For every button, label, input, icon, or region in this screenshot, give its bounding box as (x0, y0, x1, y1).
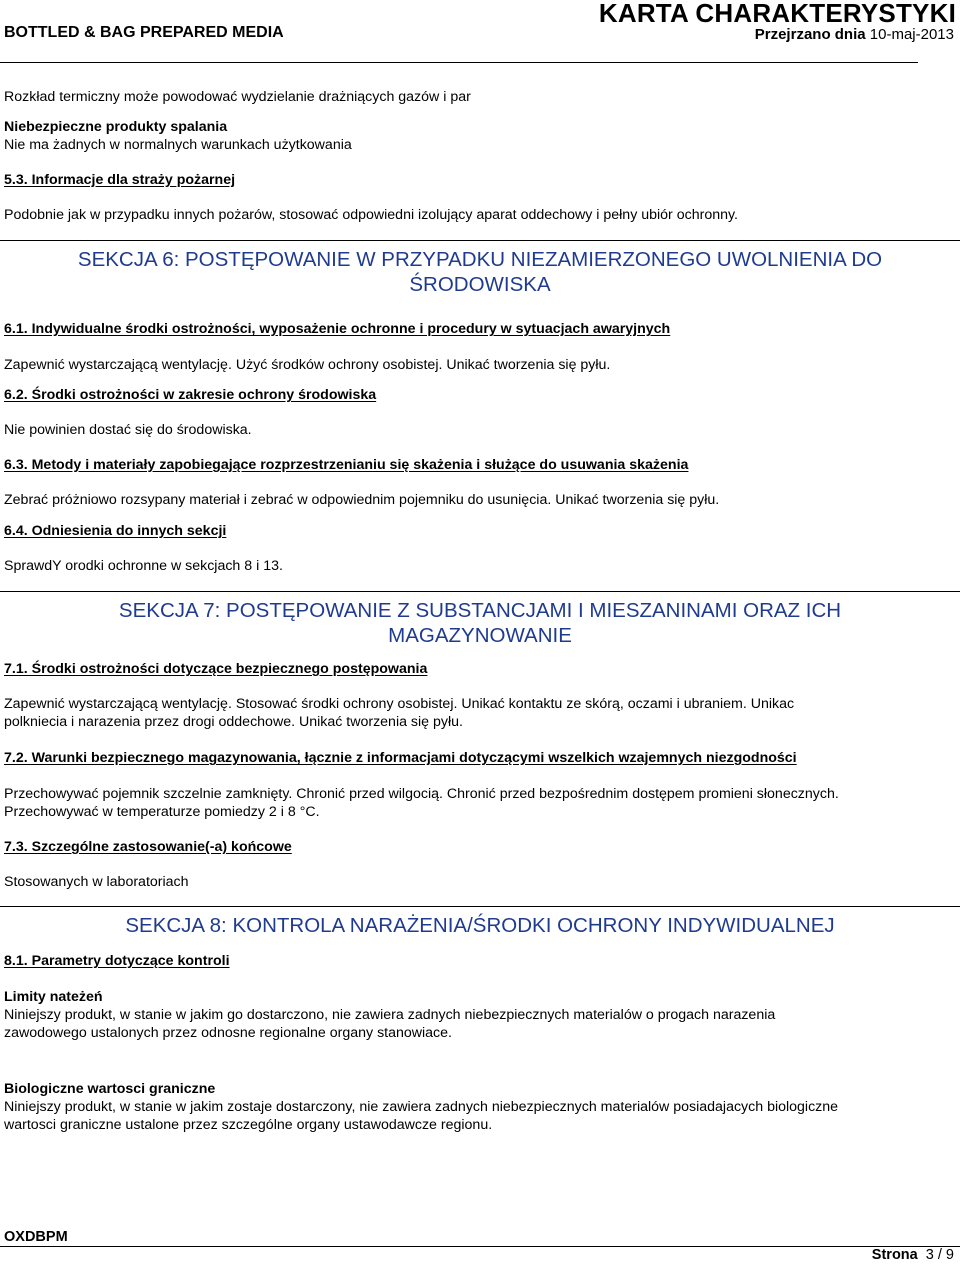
biological-limits-heading: Biologiczne wartosci graniczne (4, 1081, 216, 1097)
exposure-limits-heading: Limity nateżeń (4, 989, 103, 1005)
section-7-title-line1: SEKCJA 7: POSTĘPOWANIE Z SUBSTANCJAMI I MIESZANINAMI ORAZ ICH (118, 599, 842, 622)
page-number: 3 / 9 (925, 1247, 954, 1263)
section-6-4-heading: 6.4. Odniesienia do innych sekcji (4, 523, 227, 539)
exposure-limits-text-line2: zawodowego ustalonych przez odnosne regionalne organy stanowiace. (4, 1025, 452, 1041)
thermal-decomposition-text: Rozkład termiczny może powodować wydzielanie drażniących gazów i par (4, 89, 471, 105)
page-label: Strona (871, 1247, 918, 1263)
section-7-divider (0, 591, 960, 592)
biological-limits-text-line2: wartosci graniczne ustalone przez szczególne organy ustawodawcze regionu. (4, 1117, 493, 1133)
exposure-limits-text-line1: Niniejszy produkt, w stanie w jakim go dostarczono, nie zawiera zadnych niebezpiecznych materialów o progach narazenia (4, 1007, 776, 1023)
section-7-2-heading: 7.2. Warunki bezpiecznego magazynowania, łącznie z informacjami dotyczącymi wszelkich wzajemnych niezgodności (4, 750, 797, 766)
section-6-2-heading: 6.2. Środki ostrożności w zakresie ochrony środowiska (4, 387, 377, 403)
header-divider (0, 62, 918, 63)
section-8-title: SEKCJA 8: KONTROLA NARAŻENIA/ŚRODKI OCHRONY INDYWIDUALNEJ (125, 914, 835, 937)
section-6-title-line1: SEKCJA 6: POSTĘPOWANIE W PRZYPADKU NIEZAMIERZONEGO UWOLNIENIA DO (77, 248, 883, 271)
section-6-3-text: Zebrać próżniowo rozsypany materiał i zebrać w odpowiednim pojemniku do usunięcia. Unikać tworzenia się pyłu. (4, 492, 720, 508)
section-7-2-text-line2: Przechowywać w temperaturze pomiedzy 2 i 8 °C. (4, 804, 320, 820)
biological-limits-text-line1: Niniejszy produkt, w stanie w jakim zostaje dostarczony, nie zawiera zadnych niebezpiecznych materialów posiadajacych biologiczne (4, 1099, 839, 1115)
section-6-divider (0, 240, 960, 241)
section-7-1-text-line2: polkniecia i narazenia przez drogi oddechowe. Unikać tworzenia się pyłu. (4, 714, 463, 730)
company-name: BOTTLED & BAG PREPARED MEDIA (4, 24, 284, 41)
combustion-products-heading: Niebezpieczne produkty spalania (4, 119, 228, 135)
page-indicator (872, 1247, 954, 1263)
revision-date-value: 10-maj-2013 (869, 26, 954, 43)
section-7-3-heading: 7.3. Szczególne zastosowanie(-a) końcowe (4, 839, 292, 855)
section-7-1-heading: 7.1. Środki ostrożności dotyczące bezpiecznego postępowania (4, 661, 428, 677)
section-6-2-text: Nie powinien dostać się do środowiska. (4, 422, 252, 438)
section-7-title-line2: MAGAZYNOWANIE (388, 624, 572, 647)
revision-date (755, 26, 954, 43)
section-7-title (0, 598, 960, 648)
revision-label: Przejrzano dnia (754, 26, 866, 43)
section-6-title (0, 247, 960, 297)
footer-divider (0, 1246, 960, 1247)
section-7-3-text: Stosowanych w laboratoriach (4, 874, 189, 890)
section-8-1-heading: 8.1. Parametry dotyczące kontroli (4, 953, 230, 969)
section-5-3-text: Podobnie jak w przypadku innych pożarów, stosować odpowiedni izolujący aparat oddechowy i pełny ubiór ochronny. (4, 207, 738, 223)
section-6-1-heading: 6.1. Indywidualne środki ostrożności, wyposażenie ochronne i procedury w sytuacjach awaryjnych (4, 321, 671, 337)
section-5-3-heading: 5.3. Informacje dla straży pożarnej (4, 172, 236, 188)
product-code: OXDBPM (4, 1229, 68, 1245)
section-6-4-text: SprawdY orodki ochronne w sekcjach 8 i 13. (4, 558, 283, 574)
section-7-1-text-line1: Zapewnić wystarczającą wentylację. Stosować środki ochrony osobistej. Unikać kontaktu ze skórą, oczami i ubraniem. Unikac (4, 696, 795, 712)
section-6-title-line2: ŚRODOWISKA (409, 273, 551, 296)
section-8-divider (0, 906, 960, 907)
combustion-products-text: Nie ma żadnych w normalnych warunkach użytkowania (4, 137, 352, 153)
section-6-3-heading: 6.3. Metody i materiały zapobiegające rozprzestrzenianiu się skażenia i służące do usuwania skażenia (4, 457, 689, 473)
section-7-2-text-line1: Przechowywać pojemnik szczelnie zamknięty. Chronić przed wilgocią. Chronić przed bezpośrednim dostępem promieni słonecznych. (4, 786, 839, 802)
document-title: KARTA CHARAKTERYSTYKI (598, 0, 956, 28)
section-6-1-text: Zapewnić wystarczającą wentylację. Użyć środków ochrony osobistej. Unikać tworzenia się pyłu. (4, 357, 611, 373)
